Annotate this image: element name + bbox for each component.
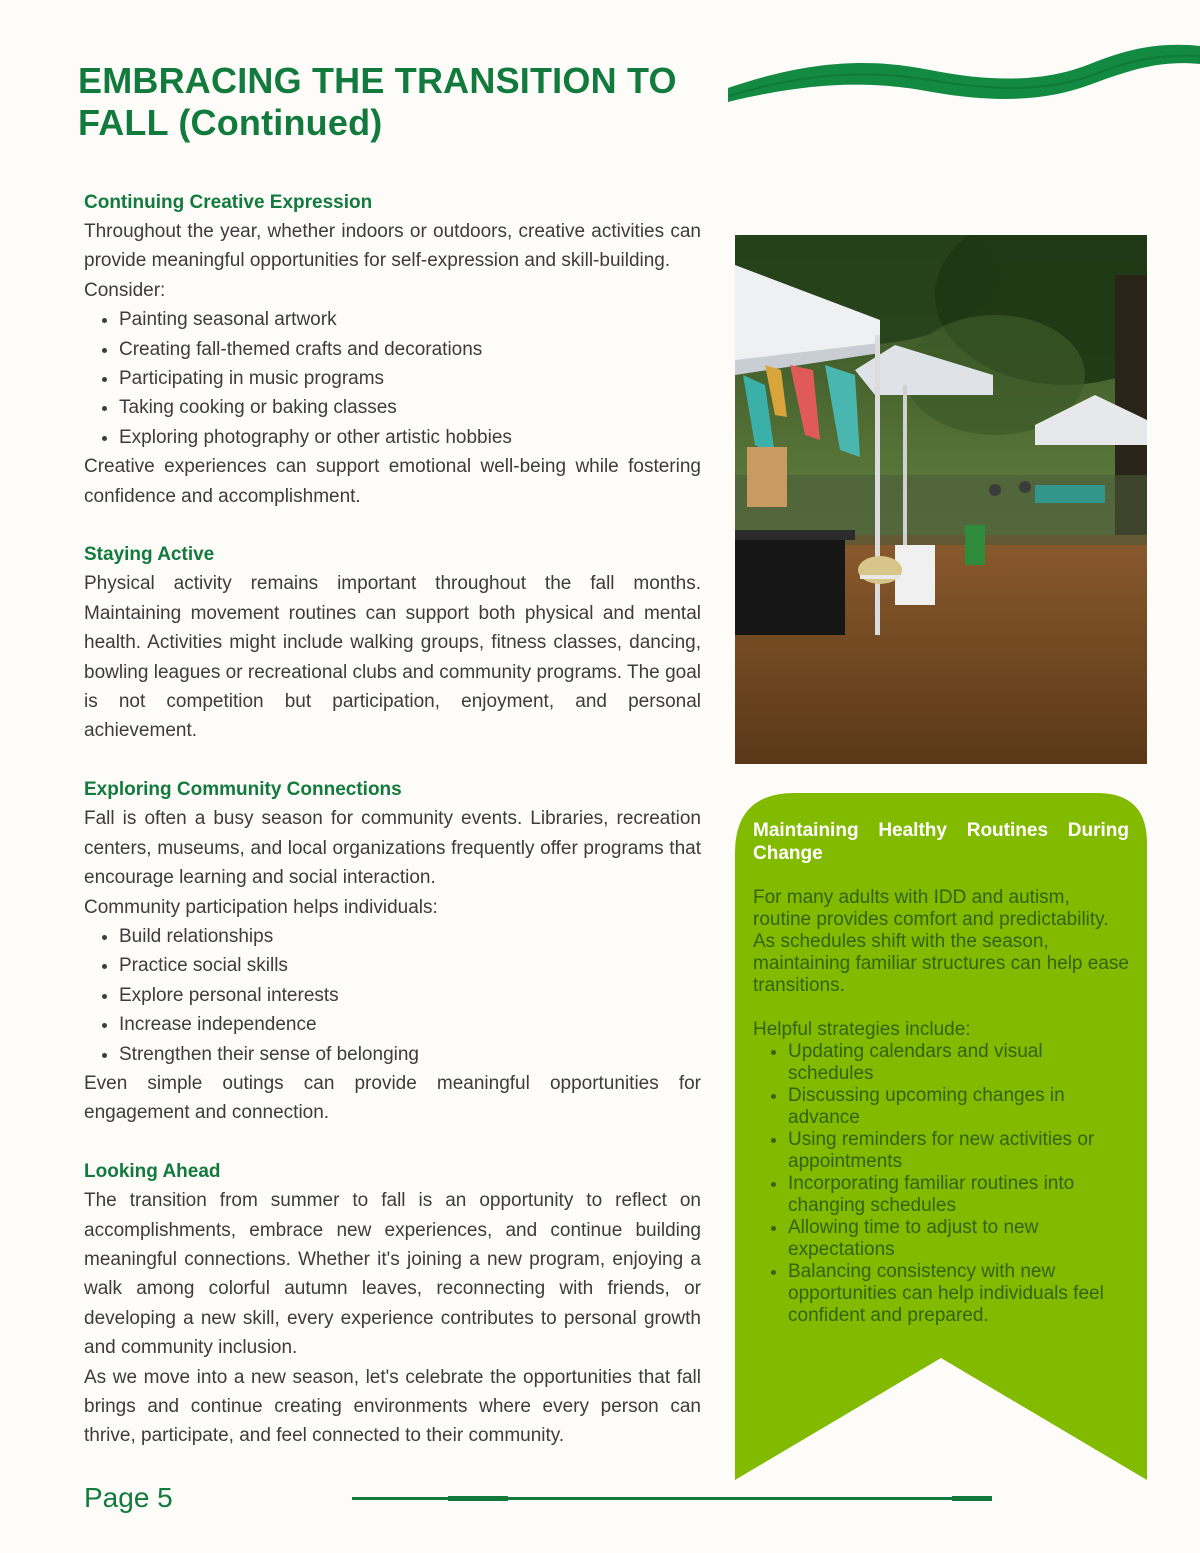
callout-heading: Maintaining Healthy Routines During Change [753, 820, 1129, 864]
community-list [84, 922, 701, 1069]
ahead-heading: Looking Ahead [84, 1161, 221, 1183]
list-item: • Incorporating familiar routines into changing schedules [788, 1173, 1129, 1217]
list-item: • Explore personal interests [119, 981, 701, 1010]
title-line-1: EMBRACING THE TRANSITION TO [78, 60, 677, 101]
ahead-body-2: As we move into a new season, let's celebrate the opportunities that fall brings and continue creating environments where every person can thrive, participate, and feel connected to their community. [84, 1366, 701, 1447]
footer-rule [352, 1495, 992, 1503]
community-heading: Exploring Community Connections [84, 779, 402, 801]
community-intro: Fall is often a busy season for community events. Libraries, recreation centers, museums, and local organizations frequently offer programs that encourage learning and social interaction. [84, 808, 701, 889]
community-lead: Community participation helps individuals: [84, 896, 438, 918]
list-item: • Allowing time to adjust to new expectations [788, 1217, 1129, 1261]
creative-outro: Creative experiences can support emotional well-being while fostering confidence and accomplishment. [84, 456, 701, 507]
title-line-2: FALL (Continued) [78, 102, 383, 144]
creative-intro: Throughout the year, whether indoors or outdoors, creative activities can provide meaningful opportunities for self-expression and skill-building. [84, 221, 701, 272]
list-item: • Discussing upcoming changes in advance [788, 1085, 1129, 1129]
creative-consider: Consider: [84, 279, 166, 301]
active-heading: Staying Active [84, 544, 215, 566]
list-item: • Strengthen their sense of belonging [119, 1040, 701, 1069]
callout-lead: Helpful strategies include: [753, 1019, 971, 1040]
callout-intro: For many adults with IDD and autism, routine provides comfort and predictability. As schedules shift with the season, maintaining familiar structures can help ease transitions. [753, 887, 1129, 996]
callout-list [753, 1041, 1129, 1327]
list-item: • Increase independence [119, 1010, 701, 1039]
list-item: • Taking cooking or baking classes [119, 393, 701, 422]
page-title [78, 60, 718, 145]
list-item: • Practice social skills [119, 951, 701, 980]
ahead-body-1: The transition from summer to fall is an opportunity to reflect on accomplishments, embrace new experiences, and continue building meaningful connections. Whether it's joining a new program, enjoying a walk among colorful autumn leaves, reconnecting with friends, or developing a new skill, every experience contributes to personal growth and community inclusion. [84, 1190, 701, 1359]
callout-content [753, 819, 1129, 1327]
list-item: • Balancing consistency with new opportunities can help individuals feel confident and prepared. [788, 1261, 1129, 1327]
creative-list [84, 305, 701, 452]
list-item: • Build relationships [119, 922, 701, 951]
market-photo [735, 235, 1147, 764]
main-column [84, 188, 701, 1451]
creative-heading: Continuing Creative Expression [84, 192, 373, 213]
list-item: • Using reminders for new activities or appointments [788, 1129, 1129, 1173]
list-item: • Creating fall-themed crafts and decorations [119, 335, 701, 364]
active-body: Physical activity remains important throughout the fall months. Maintaining movement routines can support both physical and mental health. Activities might include walking groups, fitness classes, dancing, bowling leagues or recreational clubs and community programs. The goal is not competition but participation, enjoyment, and personal achievement. [84, 573, 701, 742]
decorative-wave [720, 30, 1200, 120]
list-item: • Painting seasonal artwork [119, 305, 701, 334]
routines-callout [735, 793, 1147, 1480]
list-item: • Exploring photography or other artistic hobbies [119, 423, 701, 452]
page-number: Page 5 [84, 1482, 173, 1513]
community-outro: Even simple outings can provide meaningful opportunities for engagement and connection. [84, 1072, 701, 1124]
list-item: • Updating calendars and visual schedules [788, 1041, 1129, 1085]
list-item: • Participating in music programs [119, 364, 701, 393]
